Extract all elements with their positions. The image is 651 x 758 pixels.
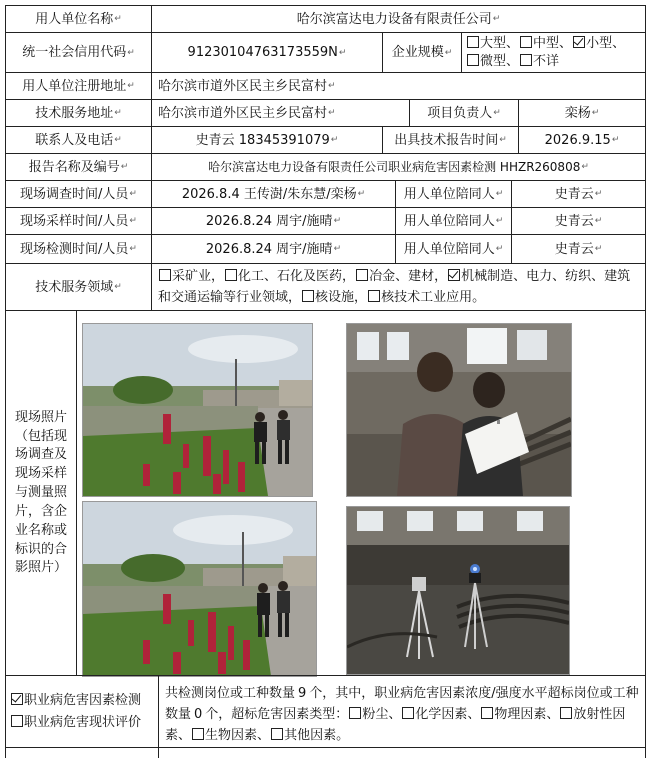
checked-box-icon: [448, 269, 460, 281]
testing-accompany-value: 史青云 ↵: [511, 235, 646, 264]
checkbox-icon: [349, 707, 361, 719]
service-address-value: 哈尔滨市道外区民主乡民富村 ↵: [151, 100, 409, 127]
outdoor-group-image: [83, 502, 316, 676]
survey-value: 2026.8.4 王传澍/朱东慧/栾杨 ↵: [151, 181, 395, 208]
scale-option[interactable]: [519, 53, 559, 71]
scale-option[interactable]: [572, 35, 612, 53]
site-photo-measurement: [346, 506, 570, 675]
scale-option-label: 中型: [533, 36, 560, 52]
hazard-factor-option[interactable]: [480, 707, 546, 722]
separator: ，: [434, 269, 448, 285]
scale-option-label: 小型: [586, 36, 613, 52]
domain-option-label: 机械制造、电力、纺织、建筑和交通运输等行业领域: [158, 269, 631, 305]
credit-code-label: 统一社会信用代码 ↵: [5, 33, 151, 73]
row-survey: [5, 180, 646, 208]
separator: 、: [546, 706, 560, 722]
evaluation-summary: [158, 676, 646, 748]
domain-option-label: 采矿业: [172, 269, 212, 285]
hazard-factor-option[interactable]: [401, 707, 467, 722]
photos-label: 现场照片（包括现场调查及现场采样与测量照片，含企业名称或标识的合影照片）: [5, 311, 76, 676]
separator: ，: [288, 289, 302, 305]
scale-option[interactable]: [466, 53, 506, 71]
hazard-factor-option[interactable]: [191, 728, 257, 743]
separator: 、: [559, 36, 573, 52]
evaluation-option-testing[interactable]: 职业病危害因素检测: [10, 690, 141, 712]
workshop-measurement-image: [347, 507, 569, 674]
summary-text-part: 个，其中，职业病危害因素浓度/强度水平超标岗位或工种数量: [165, 686, 639, 722]
scale-option[interactable]: [519, 35, 559, 53]
checkbox-icon: [11, 715, 23, 727]
project-lead-value: 栾杨 ↵: [518, 100, 646, 127]
employer-name-label: 用人单位名称 ↵: [5, 6, 151, 33]
checkbox-icon: [192, 728, 204, 740]
row-employer-name: [5, 5, 646, 33]
scale-option-label: 大型: [480, 36, 507, 52]
survey-accompany-value: 史青云 ↵: [511, 181, 646, 208]
domain-option-label: 冶金、建材: [369, 269, 435, 285]
checkbox-icon: [11, 693, 23, 705]
scale-option-label: 不详: [533, 54, 560, 69]
summary-text-part: 共检测岗位或工种数量: [165, 686, 296, 701]
site-photo-interview: [346, 323, 572, 497]
separator: 、: [467, 706, 481, 722]
hazard-factor-label: 物理因素: [494, 706, 547, 722]
evaluation-options: [5, 676, 158, 748]
contact-label: 联系人及电话 ↵: [5, 127, 151, 154]
hazard-factor-label: 放射性因素: [165, 706, 626, 743]
checkbox-icon: [560, 707, 572, 719]
service-domain-options: [151, 264, 646, 311]
testing-label: 现场检测时间/人员 ↵: [5, 235, 151, 264]
report-name-label: 报告名称及编号 ↵: [5, 154, 151, 181]
row-contact: [5, 126, 646, 154]
site-photo-group: [82, 501, 317, 677]
domain-option-label: 核设施: [315, 289, 355, 305]
registered-address-label: 用人单位注册地址 ↵: [5, 73, 151, 100]
row-registered-address: [5, 72, 646, 100]
domain-option[interactable]: [224, 269, 342, 284]
report-name-value: 哈尔滨富达电力设备有限责任公司职业病危害因素检测 HHZR260808 ↵: [151, 154, 646, 181]
survey-label: 现场调查时间/人员 ↵: [5, 181, 151, 208]
checkbox-icon: [402, 707, 414, 719]
separator: 、: [388, 706, 402, 722]
workshop-interview-image: [347, 324, 571, 496]
separator: 、: [506, 36, 520, 52]
next-row-left: [5, 748, 158, 758]
scale-option-label: 微型: [480, 54, 507, 69]
row-testing: [5, 234, 646, 264]
domain-option[interactable]: [158, 269, 211, 284]
hazard-factor-label: 生物因素: [205, 727, 258, 743]
checkbox-icon: [467, 36, 479, 48]
separator: ，: [354, 289, 368, 305]
checkbox-icon: [302, 290, 314, 302]
project-lead-label: 项目负责人 ↵: [409, 100, 518, 127]
next-row-right: [158, 748, 646, 758]
enterprise-scale-label: 企业规模 ↵: [382, 33, 461, 73]
checkbox-icon: [225, 269, 237, 281]
checkbox-icon: [356, 269, 368, 281]
row-sampling: [5, 207, 646, 235]
row-report-name: [5, 153, 646, 181]
separator: 、: [506, 54, 520, 69]
report-date-value: 2026.9.15 ↵: [518, 127, 646, 154]
employer-name-value: 哈尔滨富达电力设备有限责任公司 ↵: [151, 6, 646, 33]
checkbox-icon: [271, 728, 283, 740]
separator: 、: [257, 727, 271, 743]
row-service-address: [5, 99, 646, 127]
checkbox-icon: [467, 54, 479, 66]
row-service-domain: [5, 263, 646, 311]
exceed-count: 0: [194, 706, 203, 722]
separator: 、: [612, 36, 626, 52]
separator: ，: [211, 269, 225, 285]
testing-value: 2026.8.24 周宇/施晴 ↵: [151, 235, 395, 264]
checkbox-icon: [520, 54, 532, 66]
domain-option-label: 化工、石化及医药: [238, 269, 343, 285]
checked-box-icon: [573, 36, 585, 48]
enterprise-scale-options: [461, 33, 646, 73]
contact-value: 史青云 18345391079 ↵: [151, 127, 382, 154]
post-count: 9: [298, 686, 307, 701]
checkbox-icon: [159, 269, 171, 281]
hazard-factor-label: 化学因素: [415, 706, 468, 722]
service-domain-label: 技术服务领域 ↵: [5, 264, 151, 311]
summary-text-part: 个，超标危害因素类型：: [205, 706, 349, 722]
service-address-label: 技术服务地址 ↵: [5, 100, 151, 127]
domain-option[interactable]: [301, 290, 354, 305]
hazard-factor-label: 其他因素。: [284, 727, 350, 743]
checkbox-icon: [520, 36, 532, 48]
checkbox-icon: [481, 707, 493, 719]
sampling-value: 2026.8.24 周宇/施晴 ↵: [151, 208, 395, 235]
report-date-label: 出具技术报告时间 ↵: [382, 127, 518, 154]
domain-option[interactable]: [367, 290, 485, 305]
hazard-factor-label: 粉尘: [362, 706, 389, 722]
checkbox-icon: [368, 290, 380, 302]
survey-accompany-label: 用人单位陪同人 ↵: [395, 181, 511, 208]
outdoor-photo-image: [83, 324, 312, 496]
domain-option-label: 核技术工业应用。: [381, 289, 486, 305]
evaluation-option-assessment[interactable]: 职业病危害现状评价: [10, 712, 141, 734]
row-credit-code: [5, 32, 646, 73]
testing-accompany-label: 用人单位陪同人 ↵: [395, 235, 511, 264]
credit-code-value: 91230104763173559N ↵: [151, 33, 382, 73]
record-form: [5, 5, 646, 755]
sampling-accompany-label: 用人单位陪同人 ↵: [395, 208, 511, 235]
row-evaluation: [5, 675, 646, 748]
domain-option[interactable]: [355, 269, 434, 284]
separator: ，: [342, 269, 356, 285]
row-photos: [5, 310, 646, 676]
scale-option[interactable]: [466, 35, 506, 53]
hazard-factor-option[interactable]: [270, 728, 349, 743]
sampling-accompany-value: 史青云 ↵: [511, 208, 646, 235]
separator: 、: [178, 727, 192, 743]
registered-address-value: 哈尔滨市道外区民主乡民富村 ↵: [151, 73, 646, 100]
hazard-factor-option[interactable]: [348, 707, 388, 722]
sampling-label: 现场采样时间/人员 ↵: [5, 208, 151, 235]
site-photo-survey: [82, 323, 313, 497]
